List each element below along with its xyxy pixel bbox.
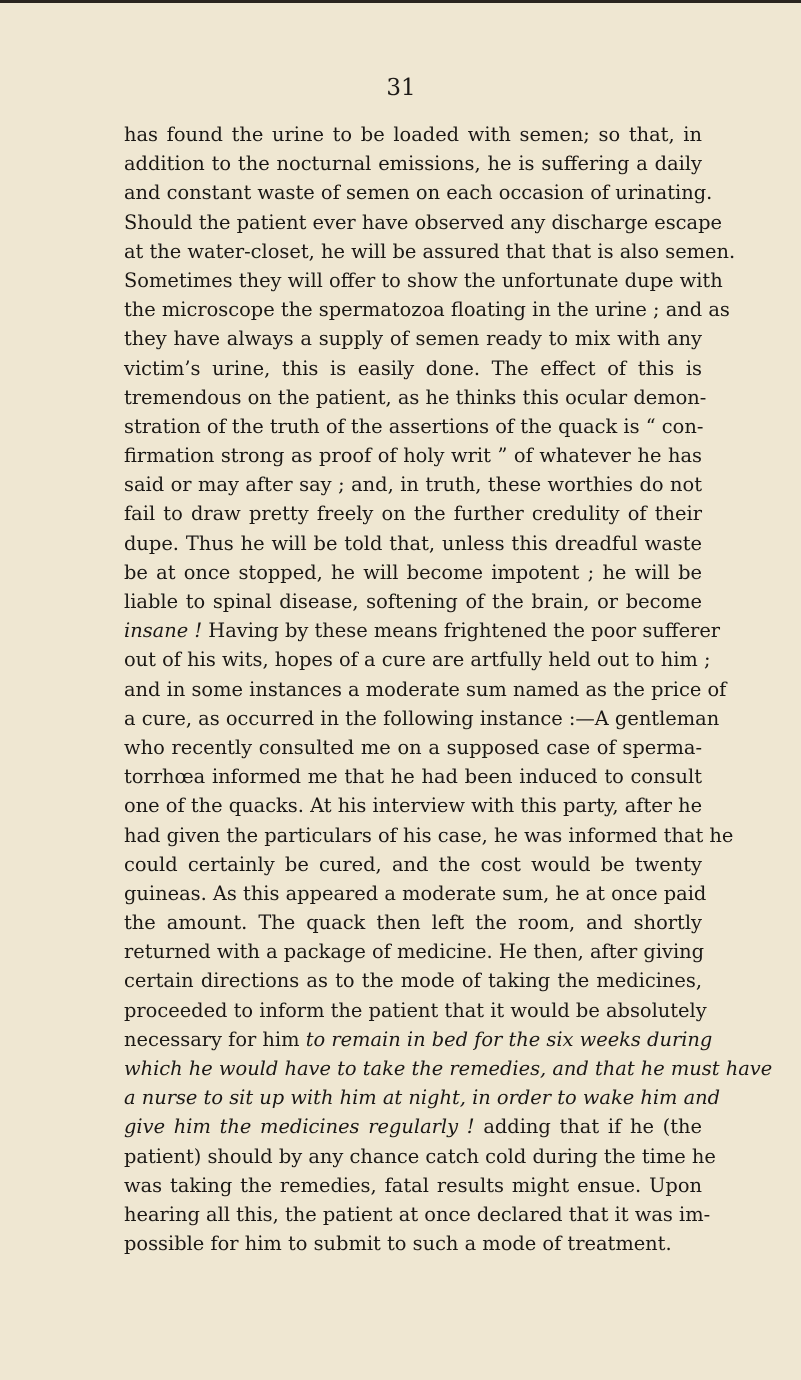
text-segment: certain directions as to the mode of taking the medicines, bbox=[124, 969, 702, 993]
text-segment: the amount. The quack then left the room, and shortly bbox=[124, 911, 702, 935]
text-segment: possible for him to submit to such a mode of treatment. bbox=[124, 1232, 672, 1256]
italic-text: give him the medicines regularly ! bbox=[124, 1115, 475, 1139]
text-line bbox=[124, 470, 702, 499]
text-line bbox=[124, 266, 723, 295]
text-segment: liable to spinal disease, softening of the brain, or become bbox=[124, 590, 702, 613]
text-line bbox=[124, 324, 702, 353]
text-segment: Should the patient ever have observed any discharge escape bbox=[124, 210, 722, 234]
text-line bbox=[124, 1025, 713, 1054]
italic-text: a nurse to sit up with him at night, in order to wake him and bbox=[124, 1086, 721, 1110]
text-line bbox=[124, 354, 702, 383]
text-line bbox=[124, 645, 711, 674]
text-line bbox=[124, 762, 702, 791]
text-segment: patient) should by any chance catch cold during the time he bbox=[124, 1144, 716, 1168]
text-segment: victim’s urine, this is easily done. The effect of this is bbox=[124, 356, 702, 380]
text-segment: hearing all this, the patient at once declared that it was im- bbox=[124, 1202, 711, 1226]
text-segment: torrhœa informed me that he had been induced to consult bbox=[124, 765, 702, 789]
text-line bbox=[124, 1200, 711, 1229]
text-line bbox=[124, 733, 702, 762]
italic-text: to remain in bed for the six weeks during bbox=[305, 1027, 713, 1051]
text-line bbox=[124, 208, 722, 237]
italic-text: insane ! bbox=[124, 619, 203, 643]
text-segment: proceeded to inform the patient that it would be absolutely bbox=[124, 998, 707, 1022]
text-segment: was taking the remedies, fatal results might ensue. Upon bbox=[124, 1173, 702, 1197]
body-text bbox=[124, 120, 773, 1258]
text-segment: and in some instances a moderate sum named as the price of bbox=[124, 677, 727, 701]
text-segment: returned with a package of medicine. He then, after giving bbox=[124, 940, 705, 964]
text-line bbox=[124, 996, 707, 1025]
text-segment: and constant waste of semen on each occasion of urinating. bbox=[124, 181, 713, 205]
text-segment: had given the particulars of his case, he was informed that he bbox=[124, 823, 734, 847]
text-line bbox=[124, 383, 707, 412]
text-segment: who recently consulted me on a supposed case of sperma- bbox=[124, 735, 702, 759]
text-line bbox=[124, 616, 721, 645]
text-line bbox=[124, 821, 734, 850]
text-line bbox=[124, 529, 702, 558]
text-segment: the microscope the spermatozoa floating in the urine ; and as bbox=[124, 298, 730, 322]
text-line bbox=[124, 237, 736, 266]
text-segment: said or may after say ; and, in truth, these worthies do not bbox=[124, 473, 702, 497]
text-segment: Sometimes they will offer to show the unfortunate dupe with bbox=[124, 268, 723, 292]
text-line bbox=[124, 966, 702, 995]
text-line bbox=[124, 1083, 721, 1112]
text-segment: they have always a supply of semen ready to mix with any bbox=[124, 327, 702, 351]
text-line bbox=[124, 675, 727, 704]
text-line bbox=[124, 937, 705, 966]
text-segment: dupe. Thus he will be told that, unless this dreadful waste bbox=[124, 531, 702, 555]
text-line bbox=[124, 295, 730, 324]
italic-text: which he would have to take the remedies, and that he must have bbox=[124, 1057, 773, 1080]
text-line bbox=[124, 908, 702, 937]
text-line bbox=[124, 1229, 702, 1258]
text-line bbox=[124, 149, 702, 178]
text-line bbox=[124, 1171, 702, 1200]
text-segment: fail to draw pretty freely on the further credulity of their bbox=[124, 502, 702, 526]
text-line bbox=[124, 558, 702, 587]
text-segment: be at once stopped, he will become impotent ; he will be bbox=[124, 560, 702, 584]
text-line bbox=[124, 1112, 702, 1141]
text-line bbox=[124, 587, 702, 616]
text-segment: a cure, as occurred in the following instance :—A gentleman bbox=[124, 706, 720, 730]
text-line bbox=[124, 1142, 716, 1171]
text-line bbox=[124, 178, 713, 207]
text-line bbox=[124, 791, 702, 820]
text-segment: addition to the nocturnal emissions, he is suffering a daily bbox=[124, 152, 702, 176]
text-line bbox=[124, 412, 702, 441]
text-segment: one of the quacks. At his interview with this party, after he bbox=[124, 794, 703, 818]
text-segment: could certainly be cured, and the cost would be twenty bbox=[124, 852, 702, 876]
text-segment: has found the urine to be loaded with semen; so that, in bbox=[124, 123, 702, 146]
text-segment: out of his wits, hopes of a cure are artfully held out to him ; bbox=[124, 648, 711, 672]
text-line bbox=[124, 120, 702, 149]
text-segment: necessary for him bbox=[124, 1027, 306, 1051]
text-line bbox=[124, 850, 702, 879]
text-segment: adding that if he (the bbox=[474, 1115, 703, 1139]
text-line bbox=[124, 441, 702, 470]
top-page-edge-rule bbox=[0, 0, 801, 3]
text-line bbox=[124, 879, 707, 908]
page-number: 31 bbox=[386, 75, 416, 101]
text-line bbox=[124, 1054, 773, 1083]
text-segment: stration of the truth of the assertions of the quack is “ con- bbox=[124, 414, 704, 438]
text-line bbox=[124, 499, 702, 528]
text-segment: tremendous on the patient, as he thinks this ocular demon- bbox=[124, 385, 707, 409]
text-segment: at the water-closet, he will be assured that that is also semen. bbox=[124, 239, 736, 263]
text-segment: Having by these means frightened the poor sufferer bbox=[202, 619, 721, 643]
text-segment: firmation strong as proof of holy writ ” of whatever he has bbox=[124, 444, 702, 468]
text-line bbox=[124, 704, 720, 733]
text-segment: guineas. As this appeared a moderate sum, he at once paid bbox=[124, 881, 707, 905]
